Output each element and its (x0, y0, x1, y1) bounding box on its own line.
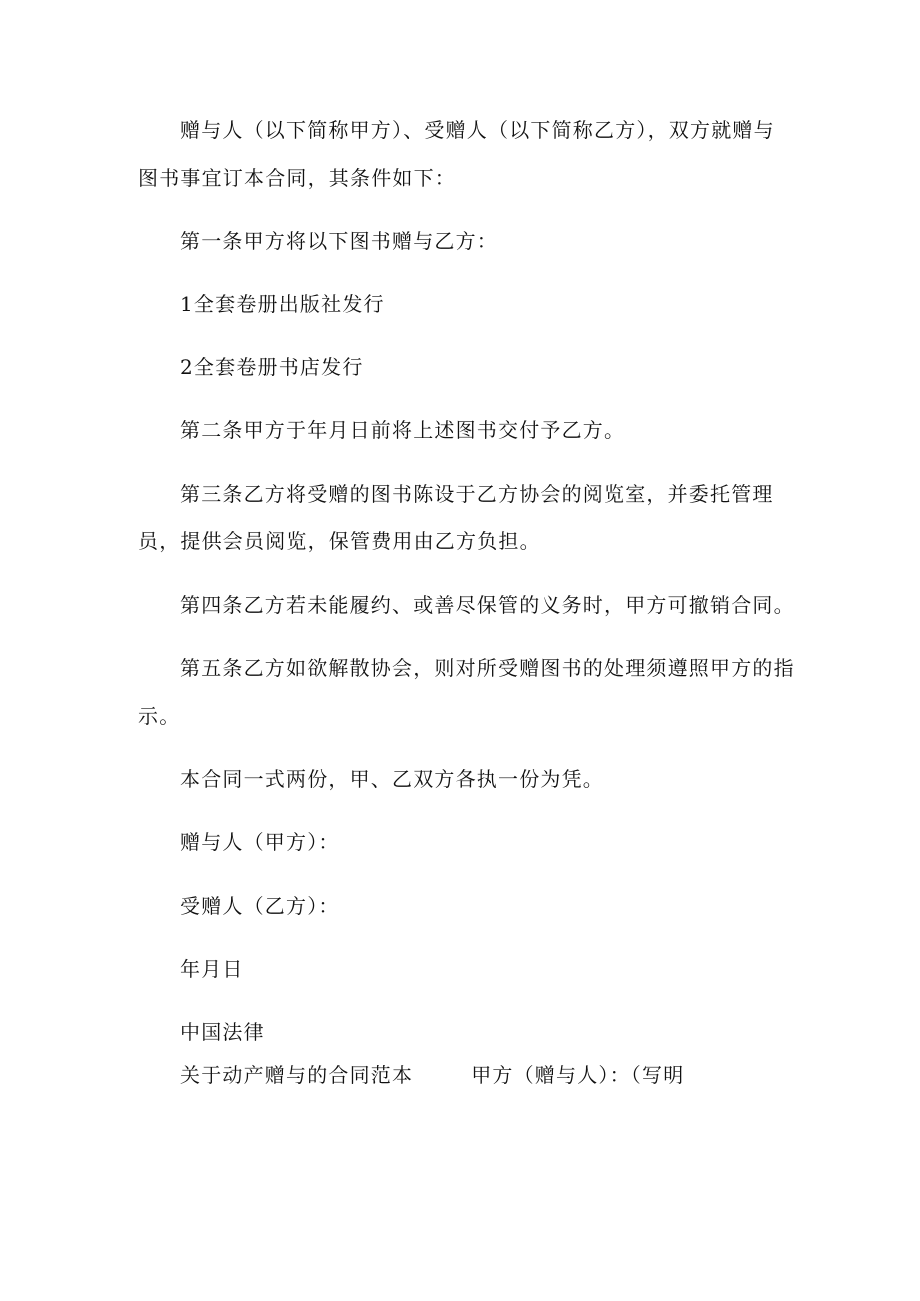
date-line: 年月日 (180, 957, 244, 981)
article-3-line-1: 第三条乙方将受赠的图书陈设于乙方协会的阅览室，并委托管理 (180, 482, 774, 506)
article-4: 第四条乙方若未能履约、或善尽保管的义务时，甲方可撤销合同。 (180, 593, 795, 617)
list-item-2: 2全套卷册书店发行 (180, 355, 364, 379)
article-5-line-2: 示。 (138, 704, 181, 728)
article-1: 第一条甲方将以下图书赠与乙方： (180, 229, 498, 253)
donor-signature-line: 赠与人（甲方）： (180, 830, 340, 854)
article-5-line-1: 第五条乙方如欲解散协会，则对所受赠图书的处理须遵照甲方的指 (180, 656, 795, 680)
next-section-title: 关于动产赠与的合同范本 (180, 1063, 414, 1087)
list-item-1: 1全套卷册出版社发行 (180, 292, 385, 316)
source-label: 中国法律 (180, 1020, 265, 1044)
intro-paragraph-line-2: 图书事宜订本合同，其条件如下： (138, 166, 456, 190)
donee-signature-line: 受赠人（乙方）： (180, 894, 340, 918)
copies-clause: 本合同一式两份，甲、乙双方各执一份为凭。 (180, 767, 604, 791)
article-3-line-2: 员，提供会员阅览，保管费用由乙方负担。 (138, 529, 541, 553)
intro-paragraph-line-1: 赠与人（以下简称甲方）、受赠人（以下简称乙方），双方就赠与 (180, 118, 775, 142)
next-section-line (180, 1063, 684, 1087)
next-section-party: 甲方（赠与人）：（写明 (471, 1063, 685, 1087)
article-2: 第二条甲方于年月日前将上述图书交付予乙方。 (180, 418, 626, 442)
